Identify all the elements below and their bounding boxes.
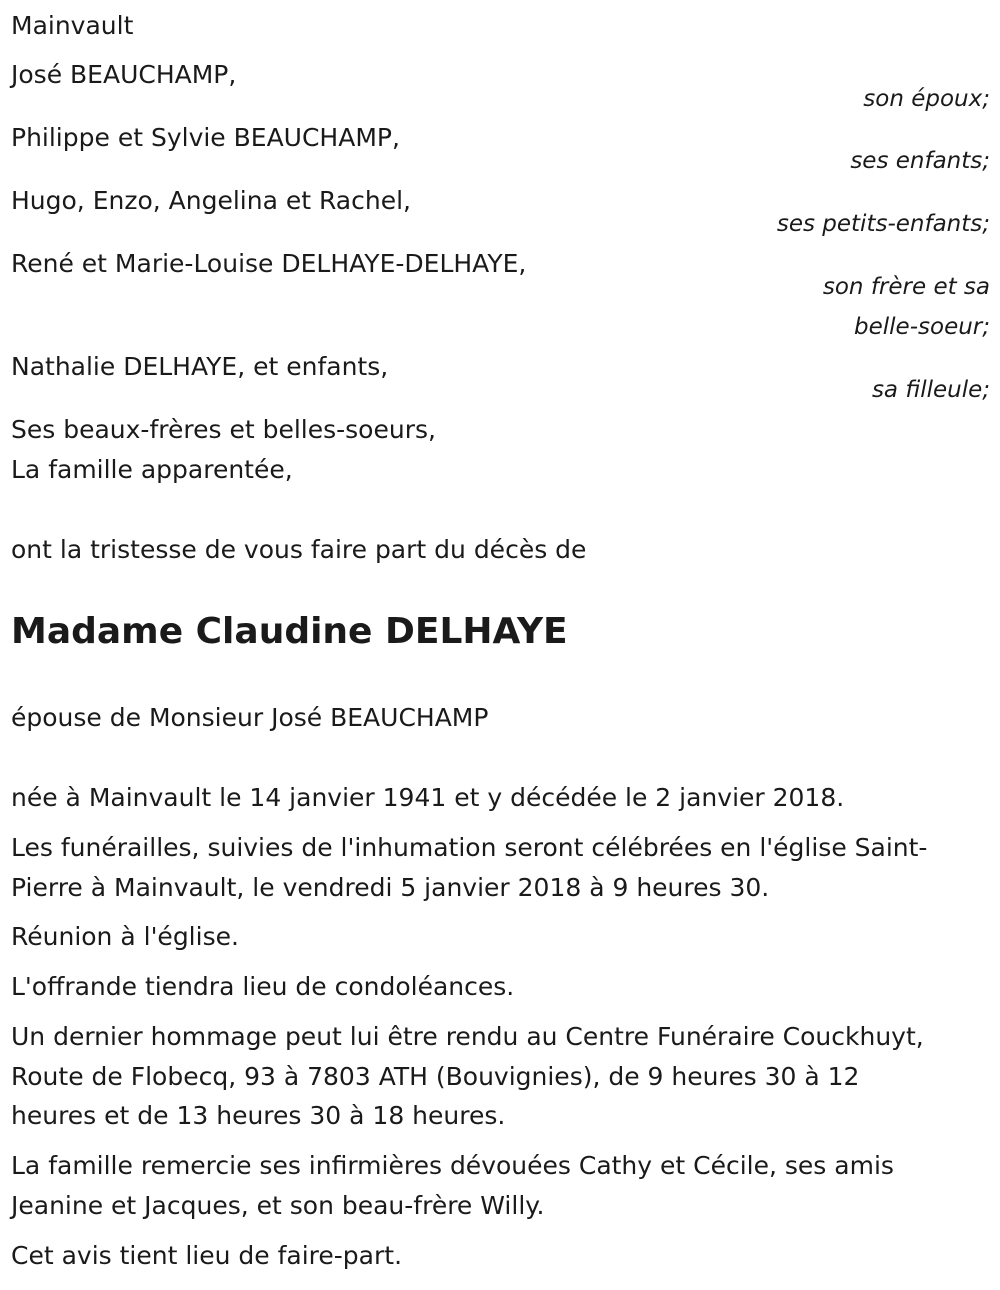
family-member-grandchildren: Hugo, Enzo, Angelina et Rachel, [11,186,411,215]
in-laws: Ses beaux-frères et belles-soeurs, [11,415,436,444]
role-goddaughter: sa filleule; [871,377,990,403]
family-member-goddaughter: Nathalie DELHAYE, et enfants, [11,352,389,381]
relatives: La famille apparentée, [11,455,293,484]
locality: Mainvault [11,11,134,40]
role-sibling-line2: belle-soeur; [854,314,990,340]
spouse-line: épouse de Monsieur José BEAUCHAMP [11,703,489,732]
closing-line: Cet avis tient lieu de faire-part. [11,1241,403,1270]
family-member-spouse: José BEAUCHAMP, [11,60,237,89]
role-sibling-line1: son frère et sa [822,274,990,300]
offering-line: L'offrande tiendra lieu de condoléances. [11,972,515,1001]
role-spouse: son époux; [863,86,990,112]
role-grandchildren: ses petits-enfants; [776,211,990,237]
family-member-children: Philippe et Sylvie BEAUCHAMP, [11,123,400,152]
funeral-line-1: Les funérailles, suivies de l'inhumation seront célébrées en l'église Saint- [11,833,928,862]
meeting-line: Réunion à l'église. [11,922,239,951]
deceased-name: Madame Claudine DELHAYE [11,611,568,652]
birth-death-line: née à Mainvault le 14 janvier 1941 et y décédée le 2 janvier 2018. [11,783,845,812]
tribute-line-3: heures et de 13 heures 30 à 18 heures. [11,1101,506,1130]
funeral-line-2: Pierre à Mainvault, le vendredi 5 janvier 2018 à 9 heures 30. [11,873,770,902]
tribute-line-1: Un dernier hommage peut lui être rendu au Centre Funéraire Couckhuyt, [11,1022,924,1051]
thanks-line-1: La famille remercie ses infirmières dévouées Cathy et Cécile, ses amis [11,1151,894,1180]
tribute-line-2: Route de Flobecq, 93 à 7803 ATH (Bouvignies), de 9 heures 30 à 12 [11,1062,860,1091]
thanks-line-2: Jeanine et Jacques, et son beau-frère Willy. [11,1191,545,1220]
announcement: ont la tristesse de vous faire part du décès de [11,535,587,564]
role-children: ses enfants; [850,148,990,174]
family-member-sibling: René et Marie-Louise DELHAYE-DELHAYE, [11,249,527,278]
